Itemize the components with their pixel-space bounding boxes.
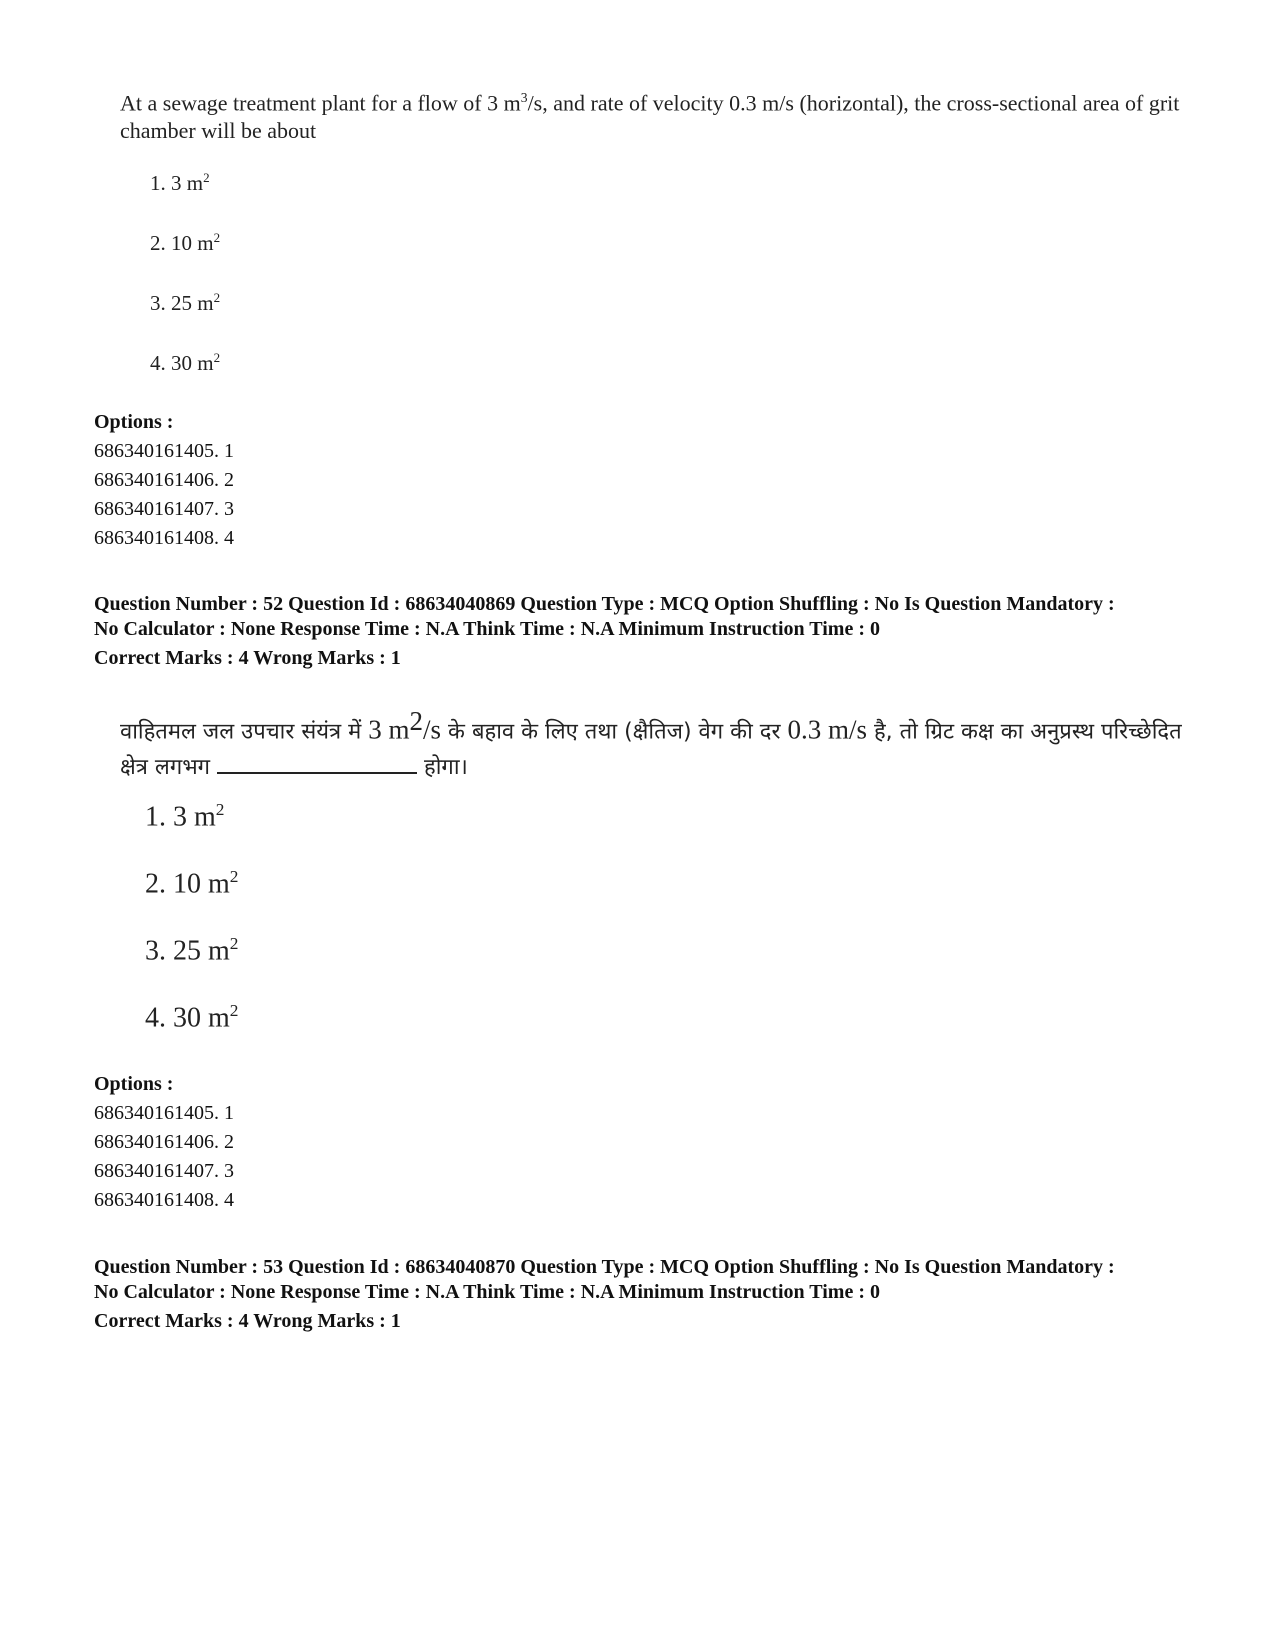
choice-label: 1. 3 m <box>150 171 204 195</box>
superscript: 2 <box>409 706 424 736</box>
choice-item <box>145 934 238 1001</box>
choice-label: 4. 30 m <box>150 351 214 375</box>
choice-item <box>145 800 238 867</box>
question-text-part: है, तो ग्रिट कक्ष का अनुप्रस्थ परिच्छेदित क्षेत्र लगभग <box>120 719 1182 781</box>
superscript: 3 <box>520 90 528 105</box>
meta-line: Question Number : 53 Question Id : 68634040870 Question Type : MCQ Option Shuffling : No Is Question Mandatory : <box>94 1256 1115 1278</box>
question-text-part: At a sewage treatment plant for a flow of 3 m <box>120 90 521 116</box>
superscript: 2 <box>213 350 221 365</box>
marks-line: Correct Marks : 4 Wrong Marks : 1 <box>94 647 401 669</box>
options-header: Options : <box>94 1073 174 1095</box>
superscript: 2 <box>213 290 221 305</box>
question-52-metadata <box>94 592 1214 671</box>
choice-label: 1. 3 m <box>145 801 216 833</box>
question-text-part: होगा। <box>417 755 468 781</box>
option-id: 686340161408. 4 <box>94 1189 234 1211</box>
option-id: 686340161405. 1 <box>94 440 234 462</box>
choice-label: 3. 25 m <box>145 935 230 967</box>
question-53-metadata <box>94 1255 1214 1334</box>
meta-line: No Calculator : None Response Time : N.A Think Time : N.A Minimum Instruction Time : 0 <box>94 1281 880 1303</box>
superscript: 2 <box>213 230 221 245</box>
meta-line: Question Number : 52 Question Id : 68634040869 Question Type : MCQ Option Shuffling : No Is Question Mandatory : <box>94 593 1115 615</box>
question-text-part: के बहाव के लिए तथा (क्षैतिज) वेग की दर <box>441 719 788 745</box>
question-51-text <box>120 84 1200 145</box>
superscript: 2 <box>229 1001 239 1020</box>
options-header: Options : <box>94 411 174 433</box>
option-id: 686340161405. 1 <box>94 1102 234 1124</box>
choice-item <box>145 1001 238 1068</box>
options-list-52 <box>94 1070 234 1215</box>
option-id: 686340161408. 4 <box>94 527 234 549</box>
superscript: 2 <box>229 867 239 886</box>
options-list-51 <box>94 408 234 553</box>
marks-line: Correct Marks : 4 Wrong Marks : 1 <box>94 1310 401 1332</box>
question-52-choices <box>145 800 238 1068</box>
question-52-text <box>120 703 1200 786</box>
superscript: 2 <box>215 800 225 819</box>
question-text-part: वाहितमल जल उपचार संयंत्र में <box>120 719 369 745</box>
choice-item <box>145 867 238 934</box>
question-text-part: /s, and rate of velocity 0.3 m/s (horizontal), the cross-sectional area of grit chamber will be about <box>120 90 1180 144</box>
choice-item <box>150 230 220 290</box>
meta-line: No Calculator : None Response Time : N.A Think Time : N.A Minimum Instruction Time : 0 <box>94 618 880 640</box>
option-id: 686340161407. 3 <box>94 1160 234 1182</box>
choice-label: 3. 25 m <box>150 291 214 315</box>
option-id: 686340161406. 2 <box>94 1131 234 1153</box>
choice-item <box>150 170 220 230</box>
choice-label: 2. 10 m <box>150 231 214 255</box>
choice-item <box>150 290 220 350</box>
choice-label: 2. 10 m <box>145 868 230 900</box>
quantity: 3 m <box>368 714 410 745</box>
superscript: 2 <box>229 934 239 953</box>
option-id: 686340161407. 3 <box>94 498 234 520</box>
option-id: 686340161406. 2 <box>94 469 234 491</box>
quantity: 0.3 m/s <box>787 714 867 745</box>
fill-blank <box>217 754 417 774</box>
superscript: 2 <box>203 170 210 185</box>
choice-item <box>150 350 220 410</box>
choice-label: 4. 30 m <box>145 1002 230 1034</box>
quantity: /s <box>423 714 442 745</box>
question-51-choices <box>150 170 220 410</box>
